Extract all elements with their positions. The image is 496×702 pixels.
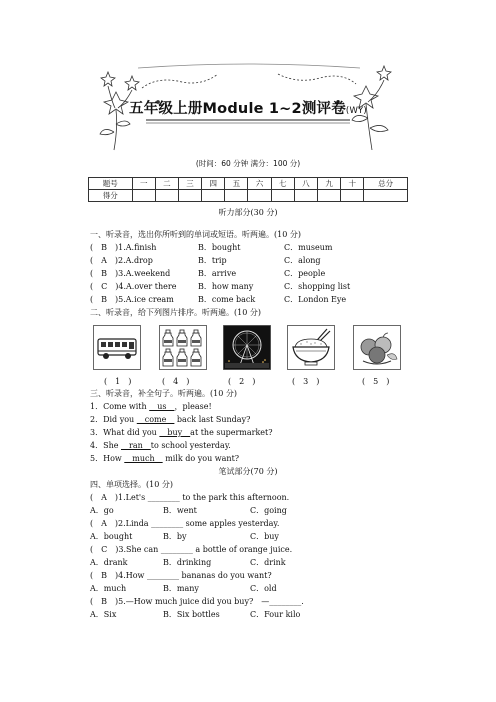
score-cell: 七 (271, 178, 294, 190)
score-input-cell[interactable] (155, 190, 178, 202)
option-b: B．many (163, 584, 199, 593)
sentence-text: to school yesterday. (150, 441, 231, 450)
score-table-score-row (89, 190, 408, 202)
rice-bowl-icon (287, 325, 335, 370)
score-input-cell[interactable] (178, 190, 201, 202)
filled-answer: ran (121, 441, 151, 450)
title-main: 五年级上册Module 1~2测评卷 (129, 101, 346, 117)
filled-answer: buy (159, 428, 191, 437)
mc-question (90, 545, 292, 555)
section1-item (90, 282, 176, 292)
score-cell: 二 (155, 178, 178, 190)
option-b: B．went (163, 506, 197, 515)
answer-bracket: ( C ) (90, 545, 119, 554)
answer-bracket: ( B ) (90, 571, 119, 580)
filled-answer: much (124, 454, 163, 463)
score-table (88, 177, 408, 202)
mc-question (90, 493, 289, 503)
option-a: 2.A.drop (118, 256, 153, 265)
answer-bracket: ( A ) (90, 493, 119, 502)
order-answer: ( 5 ) (362, 377, 390, 386)
option-b: B．trip (198, 256, 227, 265)
option-a: A．drank (90, 558, 128, 567)
fill-blank-item (90, 402, 212, 412)
section1-heading: 一、听录音，选出你所听到的单词或短语。听两遍。(10 分) (90, 230, 301, 239)
title-tag: (WY) (345, 106, 367, 116)
sentence-text: 4．She (90, 441, 121, 450)
sentence-text: 5．How (90, 454, 125, 463)
answer-bracket: ( B ) (90, 269, 119, 278)
question-text: 3.She can ________ a bottle of orange juice. (118, 545, 293, 554)
section1-item (90, 269, 170, 279)
score-input-cell[interactable] (294, 190, 317, 202)
section3-heading: 三、听录音，补全句子。听两遍。(10 分) (90, 389, 237, 398)
option-a: A．go (90, 506, 114, 515)
fill-blank-item (90, 428, 273, 438)
option-b: B．bought (198, 243, 241, 252)
score-cell: 得分 (89, 190, 133, 202)
score-input-cell[interactable] (132, 190, 155, 202)
score-table-header-row (89, 178, 408, 190)
answer-bracket: ( A ) (90, 256, 119, 265)
score-cell: 五 (225, 178, 248, 190)
fill-blank-item (90, 441, 231, 451)
option-b: B．drinking (163, 558, 212, 567)
bus-icon (93, 325, 141, 370)
section2-heading: 二、听录音，给下列图片排序。听两遍。(10 分) (90, 308, 261, 317)
option-c: C．museum (284, 243, 333, 252)
answer-bracket: ( C ) (90, 282, 119, 291)
exam-info: (时间：60 分钟 满分：100 分) (195, 159, 301, 168)
option-a: 3.A.weekend (118, 269, 171, 278)
score-input-cell[interactable] (202, 190, 225, 202)
option-c: C．people (284, 269, 326, 278)
option-c: C．buy (250, 532, 279, 541)
mc-question (90, 571, 272, 581)
score-input-cell[interactable] (341, 190, 364, 202)
filled-answer: come (136, 415, 175, 424)
order-answer: ( 1 ) (104, 377, 132, 386)
bottles-icon (159, 325, 207, 370)
score-input-cell[interactable] (317, 190, 340, 202)
score-cell: 总分 (364, 178, 408, 190)
score-cell: 六 (248, 178, 271, 190)
option-b: B．come back (198, 295, 256, 304)
order-answer: ( 4 ) (162, 377, 190, 386)
score-cell: 十 (341, 178, 364, 190)
written-part-heading: 笔试部分(70 分) (218, 467, 278, 476)
sentence-text: at the supermarket? (190, 428, 273, 437)
answer-bracket: ( B ) (90, 295, 119, 304)
sentence-text: 1．Come with (90, 402, 150, 411)
london-eye-icon (223, 325, 271, 370)
mc-question (90, 597, 304, 607)
option-b: B．Six bottles (163, 610, 220, 619)
answer-bracket: ( A ) (90, 519, 119, 528)
option-a: 5.A.ice cream (118, 295, 174, 304)
listening-part-heading: 听力部分(30 分) (218, 208, 278, 217)
option-a: A．bought (90, 532, 133, 541)
option-a: A．much (90, 584, 127, 593)
score-cell: 八 (294, 178, 317, 190)
question-text: 2.Linda ________ some apples yesterday. (118, 519, 280, 528)
option-b: B．by (163, 532, 187, 541)
score-input-cell[interactable] (248, 190, 271, 202)
question-text: 1.Let's ________ to the park this afternoon. (118, 493, 290, 502)
option-c: C．going (250, 506, 287, 515)
option-c: C．Four kilo (250, 610, 301, 619)
option-b: B．how many (198, 282, 254, 291)
question-text: 4.How ________ bananas do you want? (118, 571, 272, 580)
order-answer: ( 2 ) (228, 377, 256, 386)
option-b: B．arrive (198, 269, 237, 278)
score-input-cell[interactable] (271, 190, 294, 202)
section1-item (90, 243, 156, 253)
sentence-text: milk do you want? (162, 454, 240, 463)
fill-blank-item (90, 454, 239, 464)
filled-answer: us (149, 402, 175, 411)
sentence-text: back last Sunday? (174, 415, 251, 424)
section1-item (90, 256, 153, 266)
sentence-text: ，please! (174, 402, 212, 411)
score-input-cell[interactable] (225, 190, 248, 202)
mc-question (90, 519, 279, 529)
option-a: 4.A.over there (118, 282, 177, 291)
score-cell: 一 (132, 178, 155, 190)
answer-bracket: ( B ) (90, 597, 119, 606)
score-cell: 四 (202, 178, 225, 190)
section4-heading: 四、单项选择。(10 分) (90, 480, 173, 489)
answer-bracket: ( B ) (90, 243, 119, 252)
fill-blank-item (90, 415, 250, 425)
sentence-text: 2．Did you (90, 415, 137, 424)
section1-item (90, 295, 174, 305)
fruit-icon (353, 325, 401, 370)
order-answer: ( 3 ) (292, 377, 320, 386)
option-c: C．drink (250, 558, 286, 567)
score-cell: 三 (178, 178, 201, 190)
option-c: C．old (250, 584, 277, 593)
option-c: C．London Eye (284, 295, 347, 304)
sentence-text: 3．What did you (90, 428, 160, 437)
score-cell: 题号 (89, 178, 133, 190)
score-input-cell[interactable] (364, 190, 408, 202)
score-cell: 九 (317, 178, 340, 190)
page-title (0, 97, 496, 118)
option-a: 1.A.finish (118, 243, 157, 252)
option-a: A．Six (90, 610, 117, 619)
option-c: C．along (284, 256, 321, 265)
question-text: 5.—How much juice did you buy? —________. (118, 597, 304, 606)
option-c: C．shopping list (284, 282, 351, 291)
